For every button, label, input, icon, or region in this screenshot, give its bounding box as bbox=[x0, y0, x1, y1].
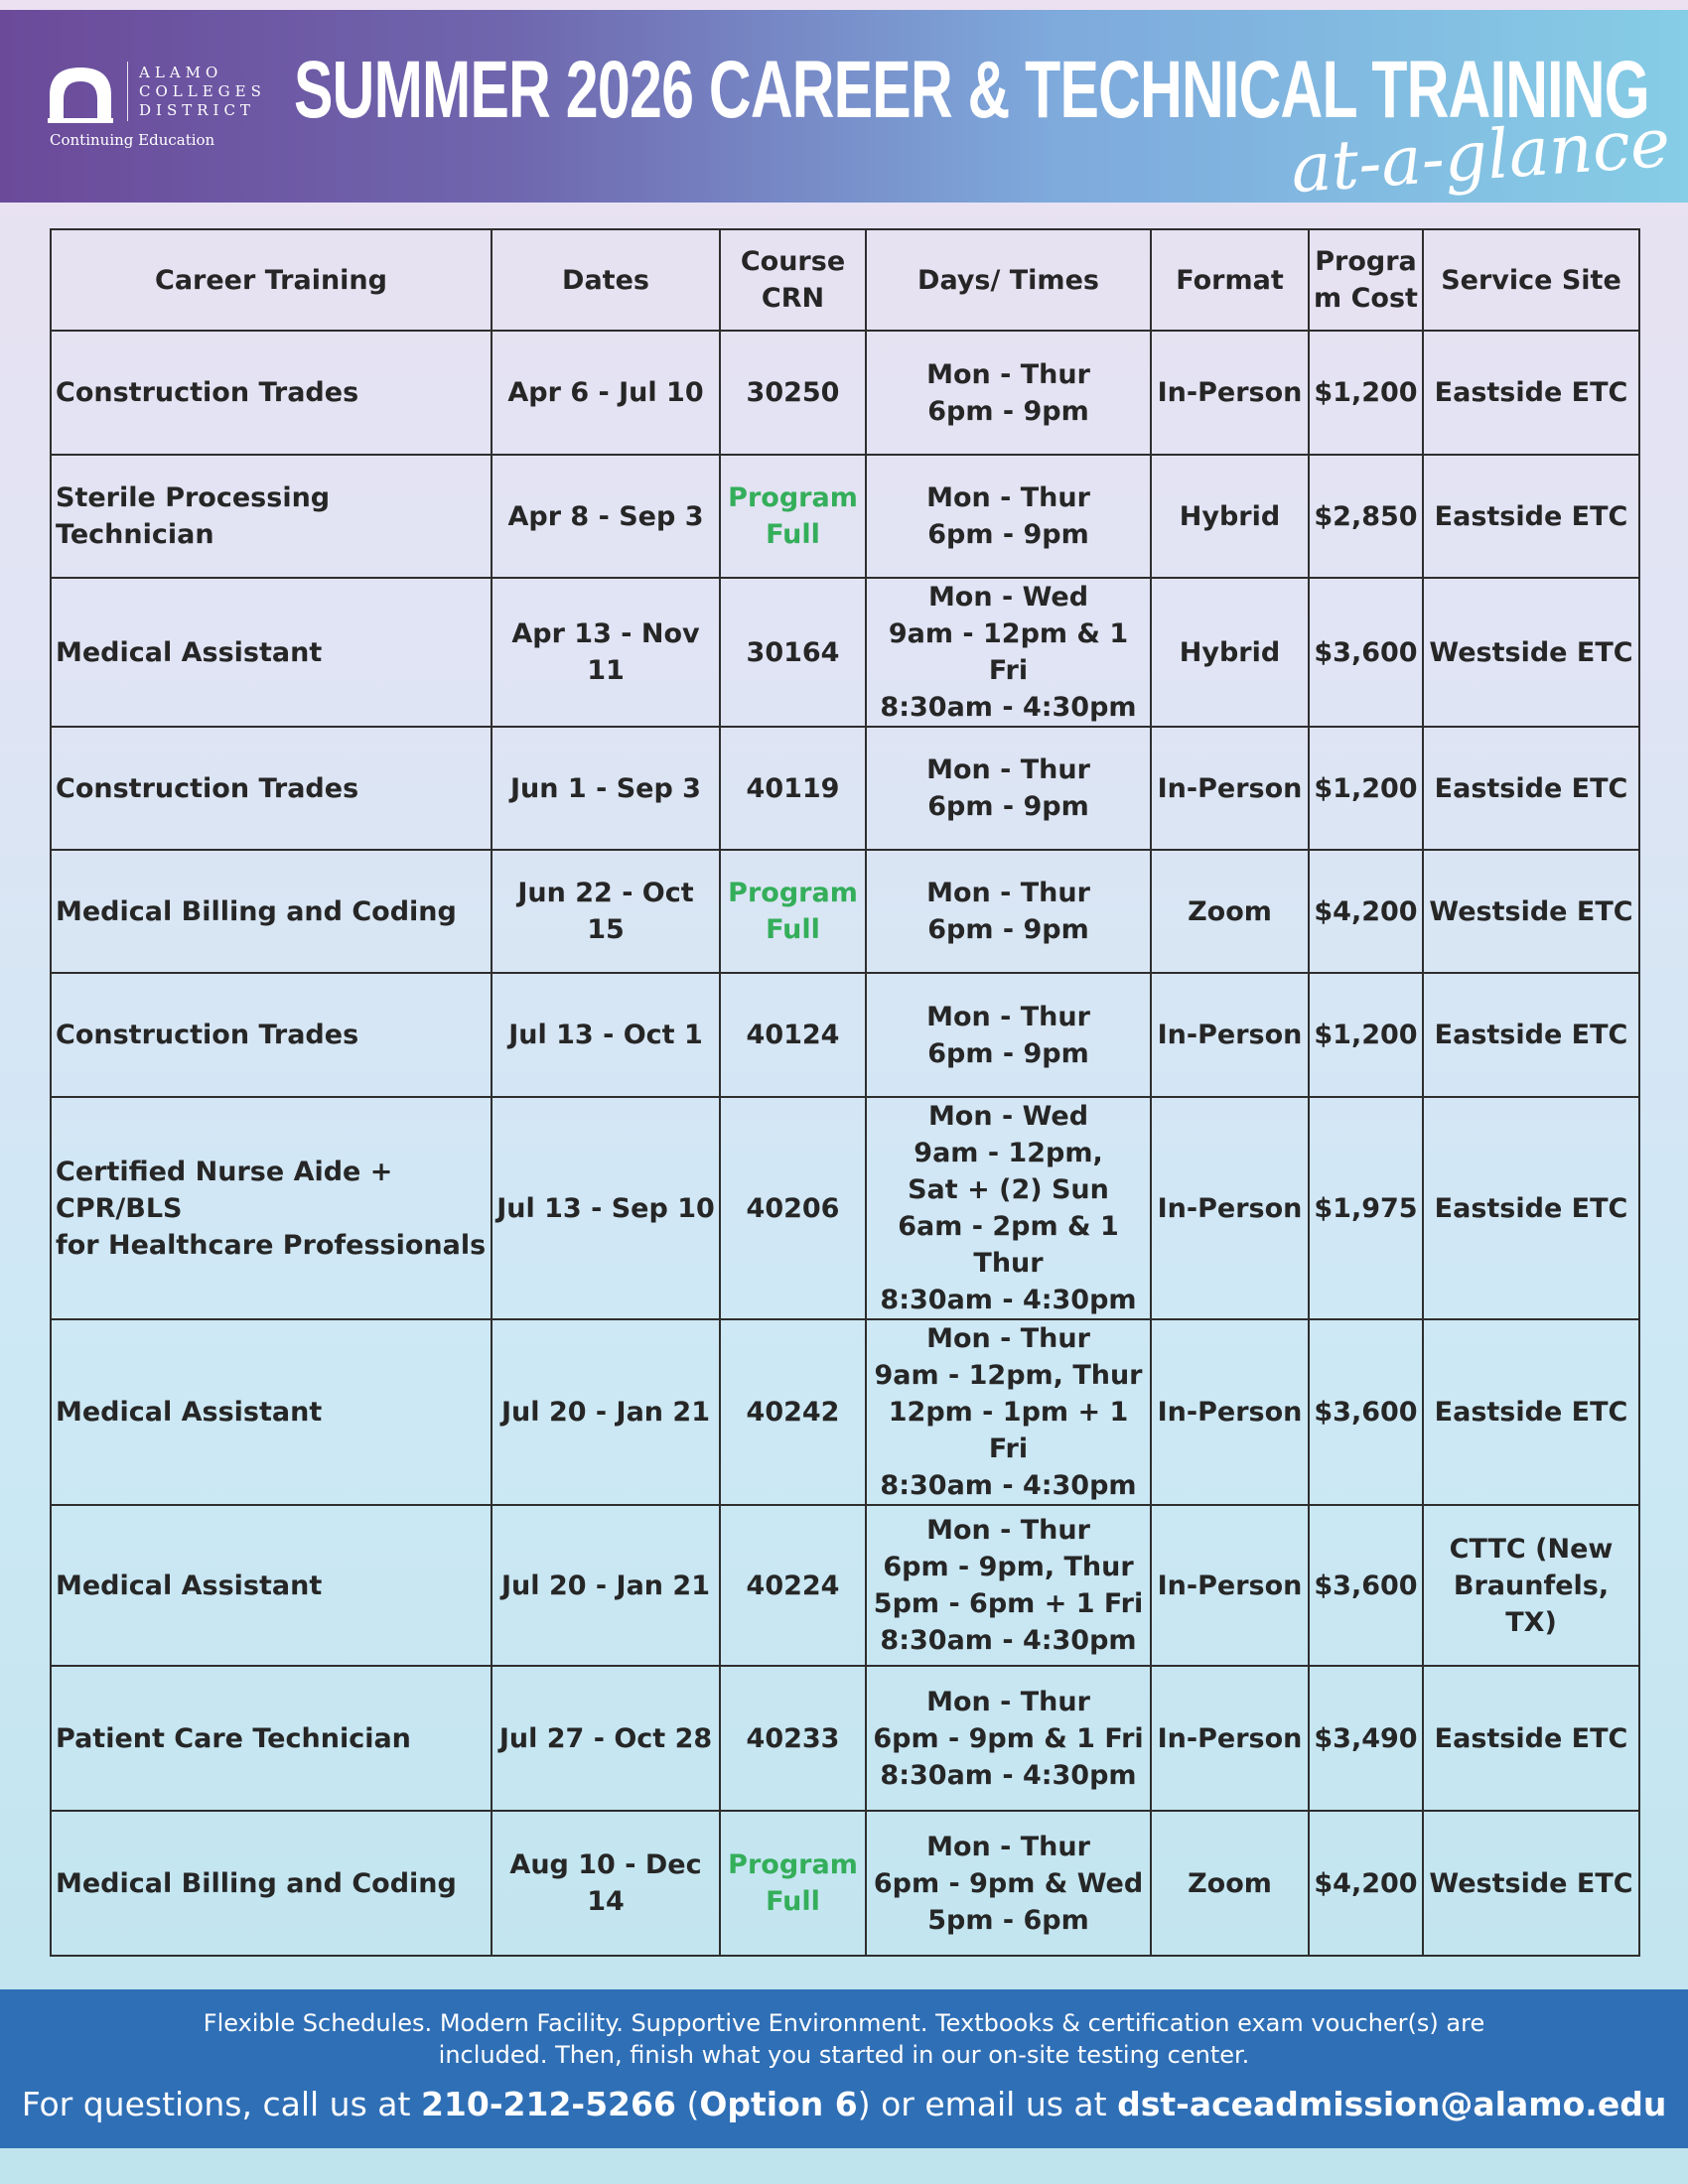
cost-cell: $3,600 bbox=[1309, 1319, 1423, 1505]
program-full-cell: Program Full bbox=[720, 850, 866, 973]
column-header-course-crn: Course CRN bbox=[720, 229, 866, 331]
days-times-cell: Mon - Thur 6pm - 9pm & Wed 5pm - 6pm bbox=[866, 1811, 1151, 1956]
days-times-cell: Mon - Thur 6pm - 9pm bbox=[866, 331, 1151, 455]
column-header-format: Format bbox=[1151, 229, 1309, 331]
table-row bbox=[51, 331, 1639, 455]
service-site-cell: Eastside ETC bbox=[1423, 331, 1639, 455]
cost-cell: $3,600 bbox=[1309, 1505, 1423, 1666]
training-schedule-table bbox=[50, 228, 1640, 1957]
days-times-cell: Mon - Thur 9am - 12pm, Thur 12pm - 1pm + 1 Fri 8:30am - 4:30pm bbox=[866, 1319, 1151, 1505]
days-times-cell: Mon - Wed 9am - 12pm, Sat + (2) Sun 6am - 2pm & 1 Thur 8:30am - 4:30pm bbox=[866, 1097, 1151, 1319]
crn-cell: 40124 bbox=[720, 973, 866, 1097]
dates-cell: Jun 22 - Oct 15 bbox=[492, 850, 720, 973]
days-times-cell: Mon - Thur 6pm - 9pm bbox=[866, 455, 1151, 578]
service-site-cell: Westside ETC bbox=[1423, 1811, 1639, 1956]
dates-cell: Jul 20 - Jan 21 bbox=[492, 1505, 720, 1666]
format-cell: Hybrid bbox=[1151, 578, 1309, 727]
dates-cell: Aug 10 - Dec 14 bbox=[492, 1811, 720, 1956]
service-site-cell: Westside ETC bbox=[1423, 578, 1639, 727]
service-site-cell: Eastside ETC bbox=[1423, 973, 1639, 1097]
table-row bbox=[51, 727, 1639, 850]
table-row bbox=[51, 1505, 1639, 1666]
format-cell: In-Person bbox=[1151, 1319, 1309, 1505]
logo-line-2: COLLEGES bbox=[139, 82, 266, 100]
table-row bbox=[51, 578, 1639, 727]
logo-wordmark bbox=[139, 64, 288, 120]
page-subtitle: at-a-glance bbox=[1288, 103, 1673, 209]
career-training-cell: Construction Trades bbox=[51, 331, 492, 455]
career-training-cell: Medical Assistant bbox=[51, 1319, 492, 1505]
table-row bbox=[51, 1319, 1639, 1505]
format-cell: Hybrid bbox=[1151, 455, 1309, 578]
days-times-cell: Mon - Thur 6pm - 9pm & 1 Fri 8:30am - 4:30pm bbox=[866, 1666, 1151, 1811]
career-training-cell: Sterile Processing Technician bbox=[51, 455, 492, 578]
header-banner bbox=[0, 10, 1688, 209]
service-site-cell: CTTC (New Braunfels, TX) bbox=[1423, 1505, 1639, 1666]
dates-cell: Jul 20 - Jan 21 bbox=[492, 1319, 720, 1505]
alamo-arch-icon bbox=[48, 62, 113, 123]
table-row bbox=[51, 973, 1639, 1097]
cost-cell: $3,600 bbox=[1309, 578, 1423, 727]
career-training-cell: Medical Billing and Coding bbox=[51, 1811, 492, 1956]
crn-cell: 40242 bbox=[720, 1319, 866, 1505]
contact-prefix: For questions, call us at bbox=[21, 2085, 421, 2123]
footer-contact bbox=[0, 2085, 1688, 2123]
service-site-cell: Eastside ETC bbox=[1423, 1097, 1639, 1319]
dates-cell: Jul 13 - Sep 10 bbox=[492, 1097, 720, 1319]
logo bbox=[48, 50, 286, 159]
phone-number-link[interactable]: 210-212-5266 bbox=[420, 2085, 676, 2123]
table-header-row bbox=[51, 229, 1639, 331]
cost-cell: $1,200 bbox=[1309, 973, 1423, 1097]
career-training-cell: Certified Nurse Aide + CPR/BLS for Healthcare Professionals bbox=[51, 1097, 492, 1319]
logo-line-1: ALAMO bbox=[139, 64, 223, 81]
format-cell: In-Person bbox=[1151, 1666, 1309, 1811]
option-close: ) or email us at bbox=[857, 2085, 1118, 2123]
column-header-dates: Dates bbox=[492, 229, 720, 331]
cost-cell: $4,200 bbox=[1309, 1811, 1423, 1956]
cost-cell: $3,490 bbox=[1309, 1666, 1423, 1811]
program-full-cell: Program Full bbox=[720, 455, 866, 578]
dates-cell: Jul 13 - Oct 1 bbox=[492, 973, 720, 1097]
table-row bbox=[51, 1097, 1639, 1319]
dates-cell: Apr 6 - Jul 10 bbox=[492, 331, 720, 455]
service-site-cell: Eastside ETC bbox=[1423, 1319, 1639, 1505]
career-training-cell: Medical Billing and Coding bbox=[51, 850, 492, 973]
format-cell: Zoom bbox=[1151, 850, 1309, 973]
footer-banner bbox=[0, 1989, 1688, 2148]
career-training-cell: Patient Care Technician bbox=[51, 1666, 492, 1811]
career-training-cell: Construction Trades bbox=[51, 973, 492, 1097]
service-site-cell: Eastside ETC bbox=[1423, 455, 1639, 578]
table-row bbox=[51, 1666, 1639, 1811]
days-times-cell: Mon - Thur 6pm - 9pm bbox=[866, 973, 1151, 1097]
career-training-cell: Construction Trades bbox=[51, 727, 492, 850]
format-cell: In-Person bbox=[1151, 1505, 1309, 1666]
format-cell: In-Person bbox=[1151, 331, 1309, 455]
service-site-cell: Eastside ETC bbox=[1423, 727, 1639, 850]
column-header-program-cost: Progra m Cost bbox=[1309, 229, 1423, 331]
phone-option: Option 6 bbox=[699, 2085, 858, 2123]
page-title: SUMMER 2026 CAREER & TECHNICAL TRAINING bbox=[294, 45, 1649, 135]
column-header-service-site: Service Site bbox=[1423, 229, 1639, 331]
cost-cell: $1,200 bbox=[1309, 727, 1423, 850]
table-row bbox=[51, 850, 1639, 973]
logo-tagline: Continuing Education bbox=[50, 131, 215, 149]
dates-cell: Apr 8 - Sep 3 bbox=[492, 455, 720, 578]
column-header-days-times: Days/ Times bbox=[866, 229, 1151, 331]
career-training-cell: Medical Assistant bbox=[51, 578, 492, 727]
cost-cell: $1,975 bbox=[1309, 1097, 1423, 1319]
cost-cell: $2,850 bbox=[1309, 455, 1423, 578]
dates-cell: Jul 27 - Oct 28 bbox=[492, 1666, 720, 1811]
logo-divider bbox=[127, 62, 128, 121]
cost-cell: $4,200 bbox=[1309, 850, 1423, 973]
option-open: ( bbox=[675, 2085, 700, 2123]
days-times-cell: Mon - Wed 9am - 12pm & 1 Fri 8:30am - 4:30pm bbox=[866, 578, 1151, 727]
logo-line-3: DISTRICT bbox=[139, 101, 255, 119]
table-row bbox=[51, 1811, 1639, 1956]
column-header-career-training: Career Training bbox=[51, 229, 492, 331]
footer-description: Flexible Schedules. Modern Facility. Supportive Environment. Textbooks & certification exam voucher(s) are included. Then, finish what you started in our on-site testing center. bbox=[203, 2009, 1485, 2069]
crn-cell: 40224 bbox=[720, 1505, 866, 1666]
days-times-cell: Mon - Thur 6pm - 9pm, Thur 5pm - 6pm + 1 Fri 8:30am - 4:30pm bbox=[866, 1505, 1151, 1666]
format-cell: In-Person bbox=[1151, 973, 1309, 1097]
table-row bbox=[51, 455, 1639, 578]
service-site-cell: Eastside ETC bbox=[1423, 1666, 1639, 1811]
service-site-cell: Westside ETC bbox=[1423, 850, 1639, 973]
crn-cell: 40206 bbox=[720, 1097, 866, 1319]
days-times-cell: Mon - Thur 6pm - 9pm bbox=[866, 850, 1151, 973]
crn-cell: 30164 bbox=[720, 578, 866, 727]
dates-cell: Apr 13 - Nov 11 bbox=[492, 578, 720, 727]
program-full-cell: Program Full bbox=[720, 1811, 866, 1956]
crn-cell: 30250 bbox=[720, 331, 866, 455]
crn-cell: 40119 bbox=[720, 727, 866, 850]
format-cell: Zoom bbox=[1151, 1811, 1309, 1956]
crn-cell: 40233 bbox=[720, 1666, 866, 1811]
days-times-cell: Mon - Thur 6pm - 9pm bbox=[866, 727, 1151, 850]
email-link[interactable]: dst-aceadmission@alamo.edu bbox=[1117, 2085, 1667, 2123]
dates-cell: Jun 1 - Sep 3 bbox=[492, 727, 720, 850]
cost-cell: $1,200 bbox=[1309, 331, 1423, 455]
career-training-cell: Medical Assistant bbox=[51, 1505, 492, 1666]
format-cell: In-Person bbox=[1151, 1097, 1309, 1319]
format-cell: In-Person bbox=[1151, 727, 1309, 850]
